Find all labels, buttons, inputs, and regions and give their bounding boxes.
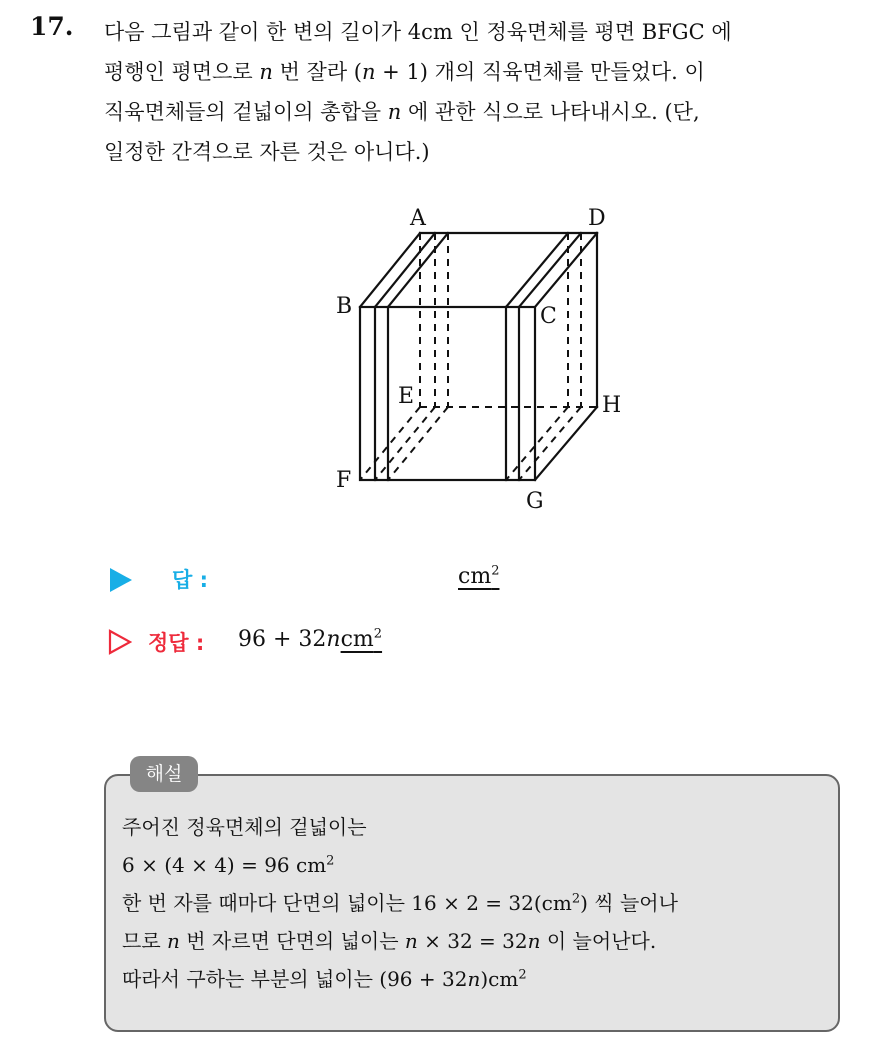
edge-dc: [535, 233, 597, 307]
label-a: A: [410, 206, 426, 231]
edge-ef: [360, 407, 420, 480]
right-triangle-filled-icon: [110, 568, 132, 592]
answer-row: [108, 562, 608, 598]
answer-label: 답 :: [172, 568, 208, 592]
label-f: F: [336, 468, 352, 493]
label-e: E: [398, 384, 415, 409]
correct-answer-row: [108, 625, 608, 661]
edge-ab: [360, 233, 420, 307]
label-g: G: [526, 489, 544, 514]
label-b: B: [336, 294, 353, 319]
label-d: D: [588, 206, 606, 231]
edge-hg: [535, 407, 597, 480]
label-h: H: [602, 393, 622, 418]
label-c: C: [540, 304, 557, 329]
correct-answer-label: 정답 :: [148, 631, 205, 655]
answer-unit[interactable]: $cm^2$: [458, 563, 500, 589]
cube-figure: [320, 195, 640, 525]
right-triangle-outline-icon: [108, 629, 132, 655]
question-text: 다음 그림과 같이 한 변의 길이가 4cm 인 정육면체를 평면 BFGC 에 평행인 평면으로 n 번 잘라 (n + 1) 개의 직육면체를 만들었다. 이 직육면체들의 겉넓이의 총합을 n 에 관한 식으로 나타내시오. (단, 일정한 간격으로 자른 것은 아니다.): [104, 20, 732, 164]
explanation-tag: 해설: [130, 756, 198, 792]
question-number: 17.: [30, 12, 74, 41]
explanation-text: 주어진 정육면체의 겉넓이는 6 × (4 × 4) = 96 $cm^2$ 한 번 자를 때마다 단면의 넓이는 $16 \times 2 = 32(cm^2)$ 씩 늘어나 므로 n 번 자르면 단면의 넓이는 n × 32 = 32n 이 늘어난다. 따라서 구하는 부분의 넓이는 $(96 + 32n)cm^2$: [122, 815, 678, 991]
correct-answer-value: 96 + 32ncm$^2$: [238, 626, 383, 652]
